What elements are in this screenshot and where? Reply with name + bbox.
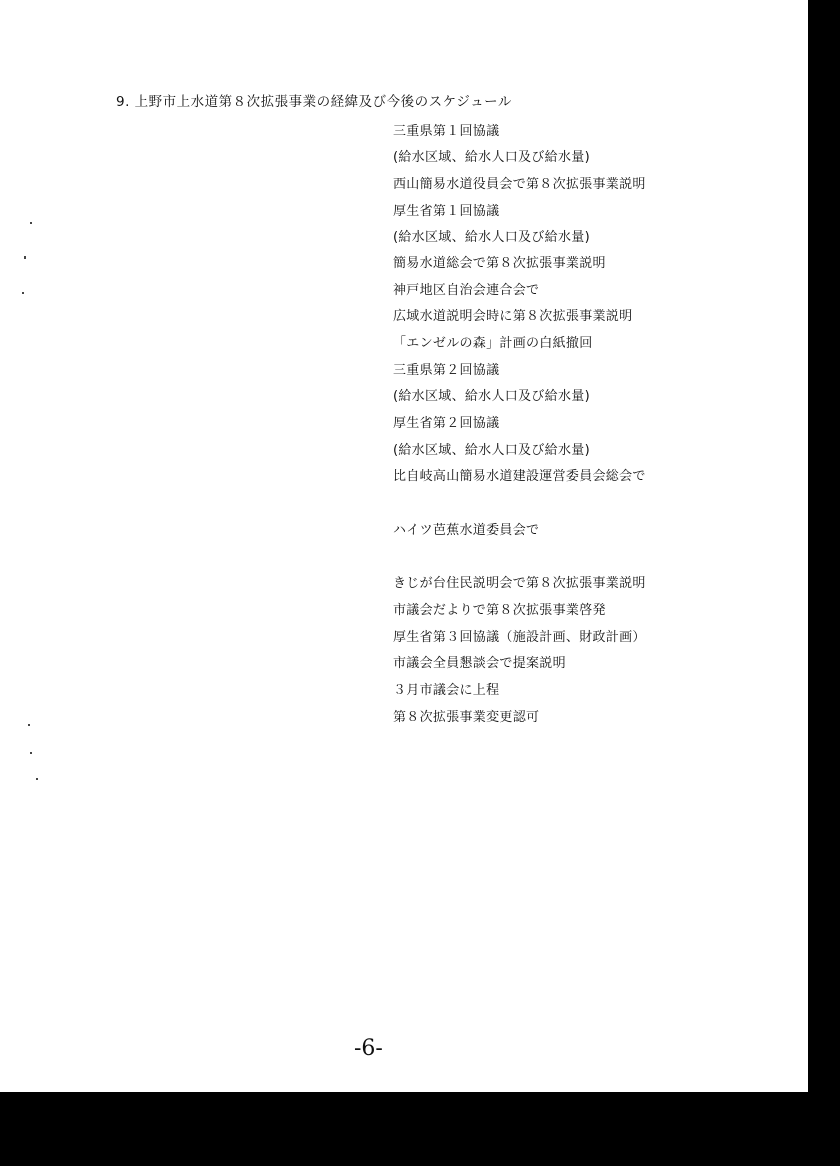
schedule-desc: (給水区域、給水人口及び給水量) [393, 443, 590, 458]
scan-speck [30, 222, 32, 224]
schedule-desc: (給水区域、給水人口及び給水量) [393, 230, 590, 245]
schedule-desc: (給水区域、給水人口及び給水量) [393, 389, 590, 404]
schedule-desc: 厚生省第３回協議（施設計画、財政計画） [393, 630, 646, 645]
schedule-desc: ハイツ芭蕉水道委員会で [393, 523, 540, 538]
scan-speck [36, 778, 38, 780]
schedule-desc: 第８次拡張事業変更認可 [393, 710, 540, 725]
schedule-desc: 神戸地区自治会連合会で [393, 283, 540, 298]
schedule-desc: 西山簡易水道役員会で第８次拡張事業説明 [393, 177, 646, 192]
schedule-desc: (給水区域、給水人口及び給水量) [393, 150, 590, 165]
schedule-desc: 広域水道説明会時に第８次拡張事業説明 [393, 309, 633, 324]
schedule-desc: 厚生省第１回協議 [393, 204, 500, 219]
schedule-desc: 三重県第２回協議 [393, 363, 500, 378]
schedule-desc: 市議会だよりで第８次拡張事業啓発 [393, 603, 606, 618]
schedule-desc: 比自岐高山簡易水道建設運営委員会総会で [393, 469, 646, 484]
schedule-desc: きじが台住民説明会で第８次拡張事業説明 [393, 576, 646, 591]
scan-speck [28, 724, 30, 726]
schedule-desc: 厚生省第２回協議 [393, 416, 500, 431]
schedule-desc: 簡易水道総会で第８次拡張事業説明 [393, 256, 606, 271]
schedule-desc: ３月市議会に上程 [393, 683, 500, 698]
schedule-desc: 三重県第１回協議 [393, 124, 500, 139]
page-number: -6- [354, 1036, 383, 1061]
schedule-desc: 市議会全員懇談会で提案説明 [393, 656, 566, 671]
scan-speck [24, 256, 26, 259]
scan-speck [30, 752, 32, 754]
section-heading: 9. 上野市上水道第８次拡張事業の経緯及び今後のスケジュール [116, 94, 512, 110]
schedule-desc: 「エンゼルの森」計画の白紙撤回 [393, 336, 593, 351]
scan-speck [22, 292, 24, 294]
